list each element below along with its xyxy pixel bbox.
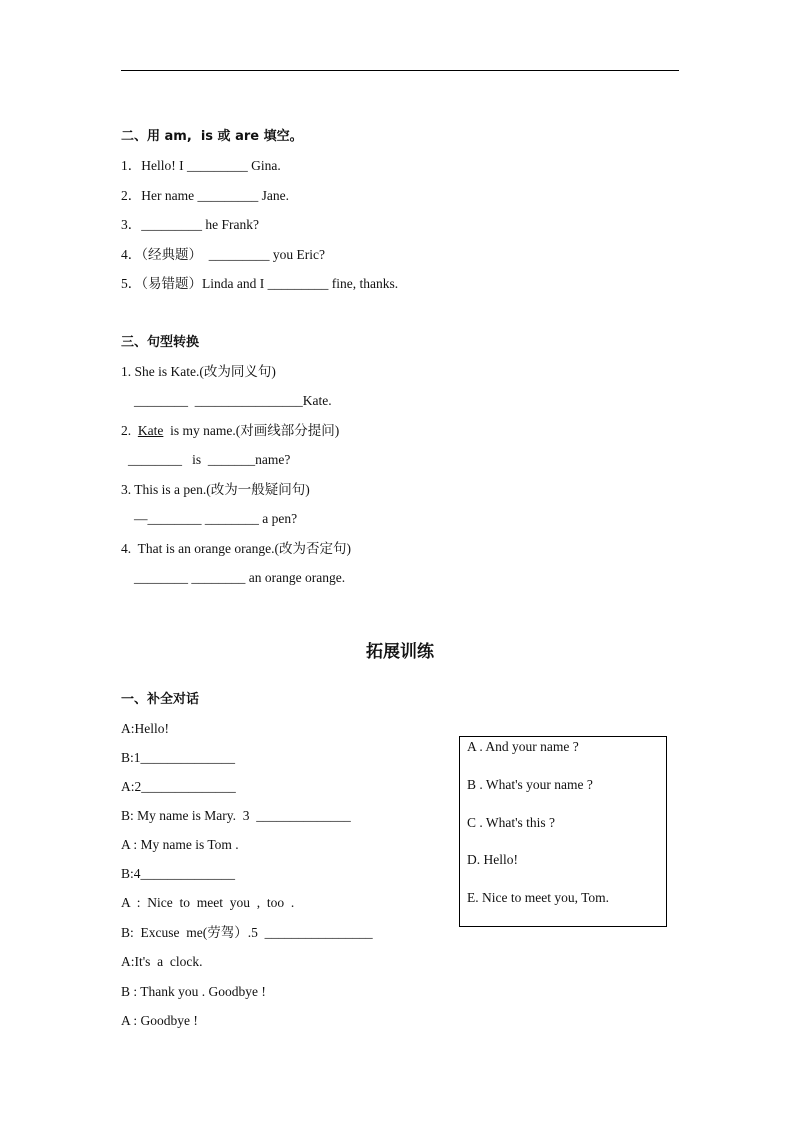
dialogue-line-4: B: My name is Mary. 3 ______________ [121, 808, 351, 823]
dialogue-line-3: A:2______________ [121, 779, 236, 794]
q2-suffix: is my name.(对画线部分提问) [163, 423, 340, 438]
extension-title: 拓展训练 [366, 642, 434, 662]
header-rule [121, 70, 679, 71]
dialogue-line-9: A:It's a clock. [121, 954, 203, 969]
dialogue-line-1: A:Hello! [121, 721, 169, 736]
section2-heading: 二、用 am, is 或 are 填空。 [121, 129, 303, 144]
fill-blank-item-4: 4．（经典题） _________ you Eric? [121, 247, 325, 262]
option-b: B . What's your name ? [467, 777, 593, 792]
transform-question-1: 1. She is Kate.(改为同义句) [121, 364, 276, 379]
fill-blank-item-1: 1．Hello! I _________ Gina. [121, 158, 281, 173]
dialogue-line-5: A : My name is Tom . [121, 837, 239, 852]
section3-heading: 三、句型转换 [121, 335, 200, 350]
fill-blank-item-2: 2．Her name _________ Jane. [121, 188, 289, 203]
dialogue-line-2: B:1______________ [121, 750, 236, 765]
option-c: C . What's this ? [467, 815, 556, 830]
transform-answer-2: ________ is _______name? [128, 452, 291, 467]
transform-question-2 [121, 422, 339, 440]
dialogue-line-11: A : Goodbye ! [121, 1013, 198, 1028]
dialogue-line-10: B : Thank you . Goodbye ! [121, 984, 266, 999]
fill-blank-item-5: 5．（易错题）Linda and I _________ fine, thanks. [121, 276, 399, 291]
transform-answer-1: ________ ________________Kate. [134, 393, 332, 408]
transform-question-3: 3. This is a pen.(改为一般疑问句) [121, 482, 310, 497]
dialogue-line-8: B: Excuse me(劳驾）.5 ________________ [121, 925, 373, 940]
transform-answer-3: —________ ________ a pen? [134, 511, 298, 526]
q2-underlined-word: Kate [137, 423, 164, 438]
dialogue-line-6: B:4______________ [121, 866, 236, 881]
dialogue-line-7: A : Nice to meet you , too . [121, 895, 295, 910]
option-a: A . And your name ? [467, 739, 579, 754]
dialogue-heading: 一、补全对话 [121, 692, 200, 707]
fill-blank-item-3: 3．_________ he Frank? [121, 217, 259, 232]
transform-answer-4: ________ ________ an orange orange. [134, 570, 346, 585]
options-box [459, 736, 667, 927]
q2-prefix: 2. [121, 423, 138, 438]
option-d: D. Hello! [467, 852, 518, 867]
transform-question-4: 4. That is an orange orange.(改为否定句) [121, 541, 351, 556]
option-e: E. Nice to meet you, Tom. [467, 890, 610, 905]
